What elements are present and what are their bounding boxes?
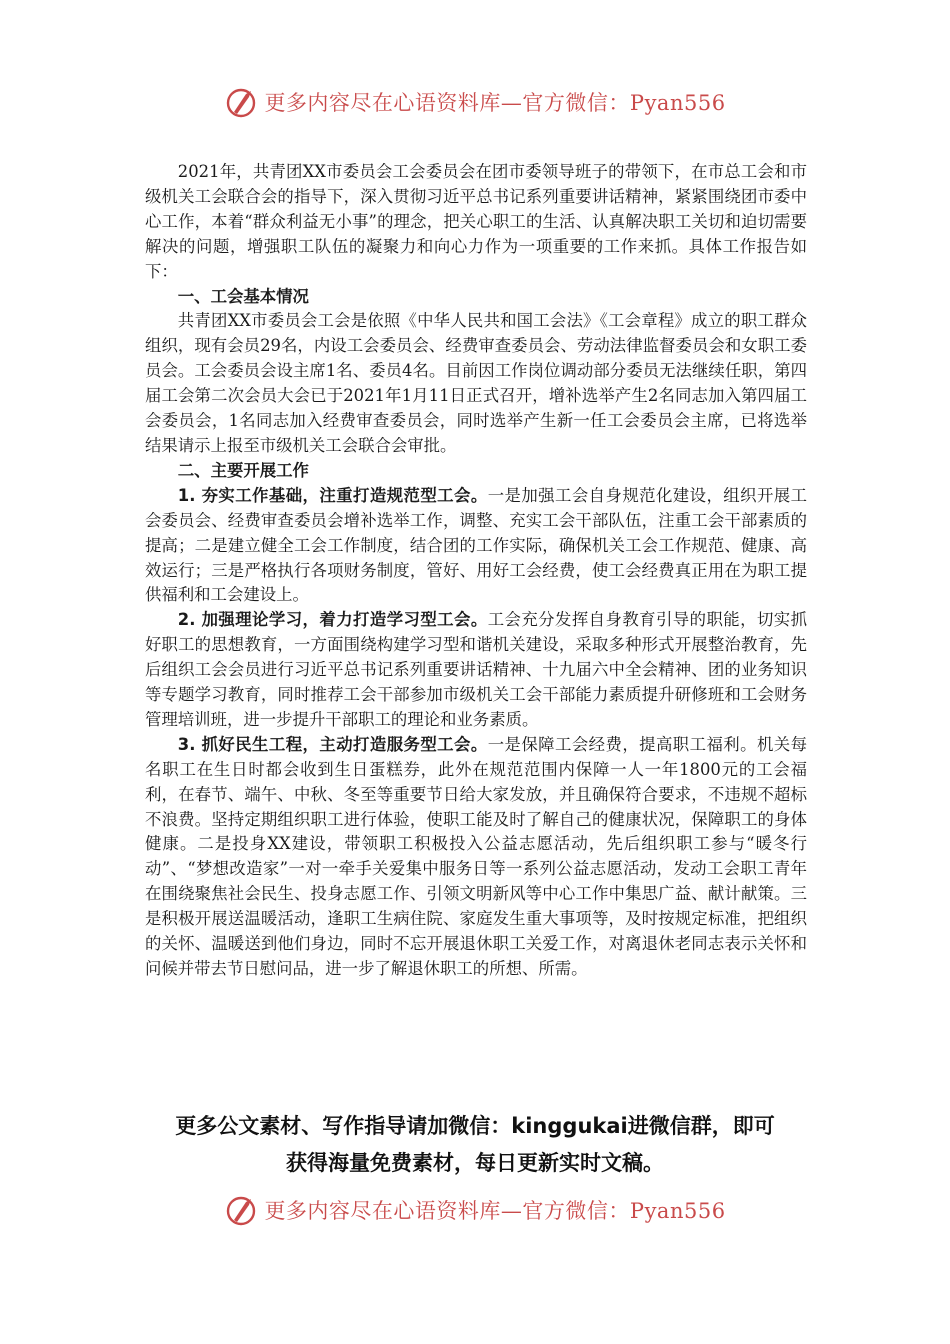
item-1-title: 1. 夯实工作基础，注重打造规范型工会。 (177, 485, 488, 505)
promo-line-2: 获得海量免费素材，每日更新实时文稿。 (286, 1151, 664, 1175)
footer-banner-text: 更多内容尽在心语资料库—官方微信：Pyan556 (264, 1199, 726, 1223)
item-2-title: 2. 加强理论学习，着力打造学习型工会。 (177, 610, 488, 630)
section-2-item-1 (145, 484, 807, 609)
intro-paragraph: 2021年，共青团XX市委员会工会委员会在团市委领导班子的带领下，在市总工会和市级机关工会联合会的指导下，深入贯彻习近平总书记系列重要讲话精神，紧紧围绕团市委中心工作，本着“群众利益无小事”的理念，把关心职工的生活、认真解决职工关切和迫切需要解决的问题，增强职工队伍的凝聚力和向心力作为一项重要的工作来抓。具体工作报告如下： (145, 162, 807, 281)
section-1-paragraph: 共青团XX市委员会工会是依照《中华人民共和国工会法》《工会章程》成立的职工群众组织，现有会员29名，内设工会委员会、经费审查委员会、劳动法律监督委员会和女职工委员会。工会委员会设主席1名、委员4名。目前因工作岗位调动部分委员无法继续任职，第四届工会第二次会员大会已于2021年1月11日正式召开，增补选举产生2名同志加入第四届工会委员会，1名同志加入经费审查委员会，同时选举产生新一任工会委员会主席，已将选举结果请示上报至市级机关工会联合会审批。 (145, 311, 807, 455)
header-banner-text: 更多内容尽在心语资料库—官方微信：Pyan556 (264, 91, 726, 115)
document-body (145, 160, 807, 982)
section-1-heading: 一、工会基本情况 (177, 286, 309, 306)
section-2-item-3 (145, 733, 807, 982)
header-banner-content (224, 85, 725, 119)
footer-banner (0, 1190, 950, 1230)
section-2-item-2 (145, 608, 807, 733)
item-3-body: 一是保障工会经费，提高职工福利。机关每名职工在生日时都会收到生日蛋糕券，此外在规范范围内保障一人一年1800元的工会福利，在春节、端午、中秋、冬至等重要节日给大家发放，并且确保符合要求，不违规不超标不浪费。坚持定期组织职工进行体验，使职工能及时了解自己的健康状况，保障职工的身体健康。二是投身XX建设，带领职工积极投入公益志愿活动，先后组织职工参与“暖冬行动”、“梦想改造家”一对一牵手关爱集中服务日等一系列公益志愿活动，发动工会职工青年在围绕聚焦社会民生、投身志愿工作、引领文明新风等中心工作中集思广益、献计献策。三是积极开展送温暖活动，逢职工生病住院、家庭发生重大事项等，及时按规定标准，把组织的关怀、温暖送到他们身边，同时不忘开展退休职工关爱工作，对离退休老同志表示关怀和问候并带去节日慰问品，进一步了解退休职工的所想、所需。 (145, 734, 808, 978)
section-2-heading: 二、主要开展工作 (177, 460, 309, 480)
item-2-body: 工会充分发挥自身教育引导的职能，切实抓好职工的思想教育，一方面围绕构建学习型和谐机关建设，采取多种形式开展整治教育，先后组织工会会员进行习近平总书记系列重要讲话精神、十九届六中全会精神、团的业务知识等专题学习教育，同时推荐工会干部参加市级机关工会干部能力素质提升研修班和工会财务管理培训班，进一步提升干部职工的理论和业务素质。 (145, 610, 808, 729)
pen-nib-logo-icon (224, 1193, 258, 1227)
item-1-body: 一是加强工会自身规范化建设，组织开展工会委员会、经费审查委员会增补选举工作，调整、充实工会干部队伍，注重工会干部素质的提高；二是建立健全工会工作制度，结合团的工作实际，确保机关工会工作规范、健康、高效运行；三是严格执行各项财务制度，管好、用好工会经费，使工会经费真正用在为职工提供福利和工会建设上。 (145, 485, 808, 605)
pen-nib-logo-icon (224, 85, 258, 119)
promo-line-1: 更多公文素材、写作指导请加微信：kinggukai进微信群，即可 (175, 1114, 775, 1138)
footer-banner-content (224, 1193, 725, 1227)
header-banner (0, 82, 950, 122)
item-3-title: 3. 抓好民生工程，主动打造服务型工会。 (177, 734, 488, 754)
promo-notice (120, 1108, 830, 1182)
